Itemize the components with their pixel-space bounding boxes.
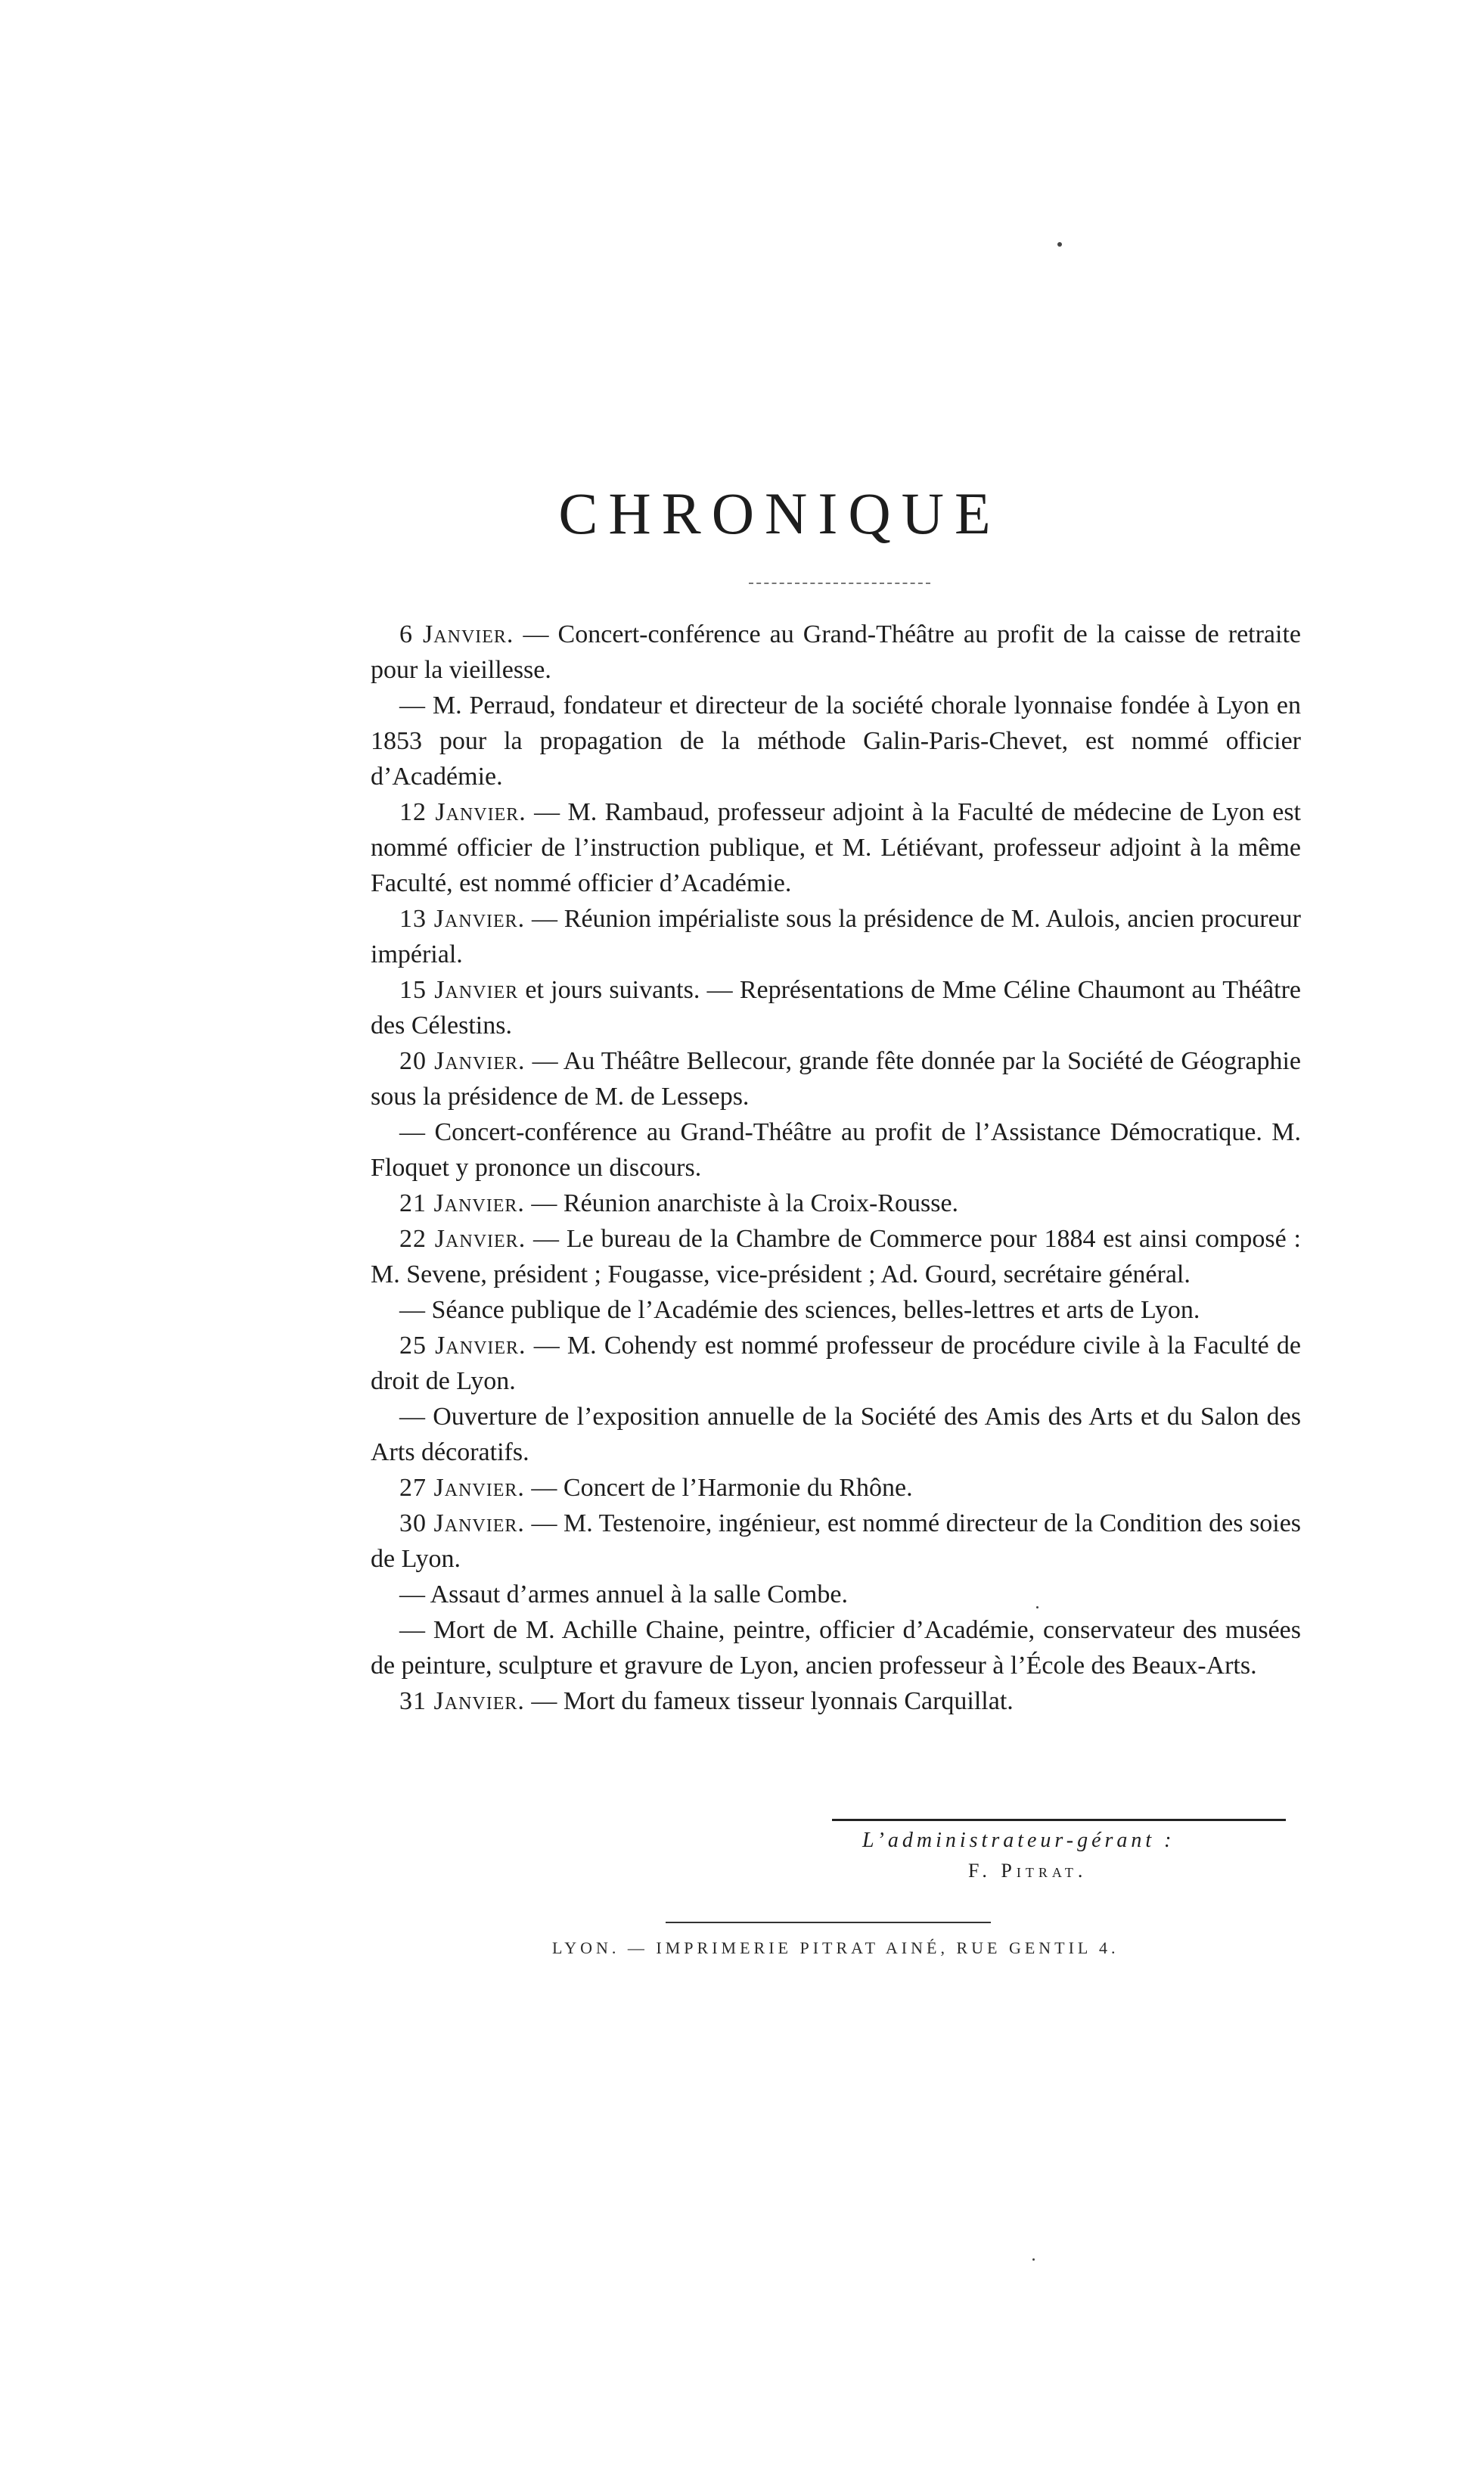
ink-speck	[1032, 2258, 1035, 2261]
entry-date: 27 Janvier.	[399, 1474, 525, 1502]
chronicle-entry	[371, 794, 1301, 901]
entry-date: 30 Janvier.	[399, 1509, 525, 1537]
entry-text: — M. Cohendy est nommé professeur de procédure civile à la Faculté de droit de Lyon.	[371, 1332, 1302, 1395]
chronicle-entry	[371, 617, 1301, 688]
chronicle-entry	[371, 1292, 1301, 1328]
imprint-divider	[666, 1922, 991, 1923]
entry-date: 6 Janvier.	[399, 620, 514, 648]
chronicle-entry	[371, 1470, 1301, 1506]
chronicle-entry	[371, 1114, 1301, 1186]
entry-text: — M. Testenoire, ingénieur, est nommé directeur de la Condition des soies de Lyon.	[371, 1509, 1302, 1573]
chronicle-entry	[371, 1043, 1301, 1114]
entry-text: — Au Théâtre Bellecour, grande fête donnée par la Société de Géographie sous la présidence de M. de Lesseps.	[371, 1047, 1302, 1111]
entry-text: — Le bureau de la Chambre de Commerce pour 1884 est ainsi composé : M. Sevene, président ; Fougasse, vice-président ; Ad. Gourd, secrétaire général.	[371, 1225, 1301, 1288]
entry-text: — Mort du fameux tisseur lyonnais Carquillat.	[531, 1687, 1014, 1715]
entry-text: — Séance publique de l’Académie des sciences, belles-lettres et arts de Lyon.	[399, 1296, 1200, 1324]
chronicle-entry	[371, 972, 1301, 1043]
entry-date: 15 Janvier	[399, 976, 519, 1004]
chronicle-entry	[371, 1399, 1301, 1470]
printer-imprint: LYON. — IMPRIMERIE PITRAT AINÉ, RUE GENTIL 4.	[552, 1938, 1119, 1957]
entry-text: — Concert-conférence au Grand-Théâtre au profit de la caisse de retraite pour la vieillesse.	[371, 620, 1302, 684]
title-divider	[749, 583, 930, 584]
entry-date: 31 Janvier.	[399, 1687, 525, 1715]
signature-name: F. Pitrat.	[968, 1860, 1088, 1882]
entry-date: 20 Janvier.	[399, 1047, 526, 1075]
entry-date: 22 Janvier.	[399, 1225, 526, 1253]
signature-role: L’administrateur-gérant :	[862, 1829, 1175, 1852]
entry-text: et jours suivants. — Représentations de Mme Céline Chaumont au Théâtre des Célestins.	[371, 976, 1302, 1040]
chronicle-entry	[371, 1221, 1301, 1292]
entry-date: 13 Janvier.	[399, 905, 526, 933]
entry-text: — Concert de l’Harmonie du Rhône.	[531, 1474, 913, 1502]
entry-text: — Mort de M. Achille Chaine, peintre, officier d’Académie, conservateur des musées de peinture, sculpture et gravure de Lyon, ancien professeur à l’École des Beaux-Arts.	[371, 1616, 1301, 1680]
entry-text: — Assaut d’armes annuel à la salle Combe.	[399, 1580, 848, 1608]
chronicle-entry	[371, 1328, 1301, 1399]
signature-divider	[832, 1819, 1286, 1821]
chronicle-entry	[371, 1683, 1301, 1719]
chronicle-entry	[371, 1577, 1301, 1612]
chronicle-entry	[371, 1506, 1301, 1577]
chronicle-entries	[371, 617, 1301, 1719]
entry-date: 12 Janvier.	[399, 798, 526, 826]
entry-text: — M. Rambaud, professeur adjoint à la Faculté de médecine de Lyon est nommé officier de l’instruction publique, et M. Létiévant, professeur adjoint à la même Faculté, est nommé officier d’Académie.	[371, 798, 1301, 897]
chronicle-entry	[371, 1612, 1301, 1683]
chronicle-entry	[371, 901, 1301, 972]
chronicle-entry	[371, 1186, 1301, 1221]
page-title: CHRONIQUE	[558, 480, 1001, 546]
chronicle-entry	[371, 688, 1301, 794]
entry-text: — Concert-conférence au Grand-Théâtre au profit de l’Assistance Démocratique. M. Floquet y prononce un discours.	[371, 1118, 1301, 1182]
ink-speck	[1057, 242, 1062, 247]
entry-date: 25 Janvier.	[399, 1332, 526, 1360]
entry-text: — Réunion anarchiste à la Croix-Rousse.	[531, 1189, 959, 1217]
entry-date: 21 Janvier.	[399, 1189, 525, 1217]
entry-text: — M. Perraud, fondateur et directeur de la société chorale lyonnaise fondée à Lyon en 1853 pour la propagation de la méthode Galin-Paris-Chevet, est nommé officier d’Académie.	[371, 692, 1301, 791]
entry-text: — Ouverture de l’exposition annuelle de la Société des Amis des Arts et du Salon des Arts décoratifs.	[371, 1403, 1301, 1466]
entry-text: — Réunion impérialiste sous la présidence de M. Aulois, ancien procureur impérial.	[371, 905, 1302, 968]
